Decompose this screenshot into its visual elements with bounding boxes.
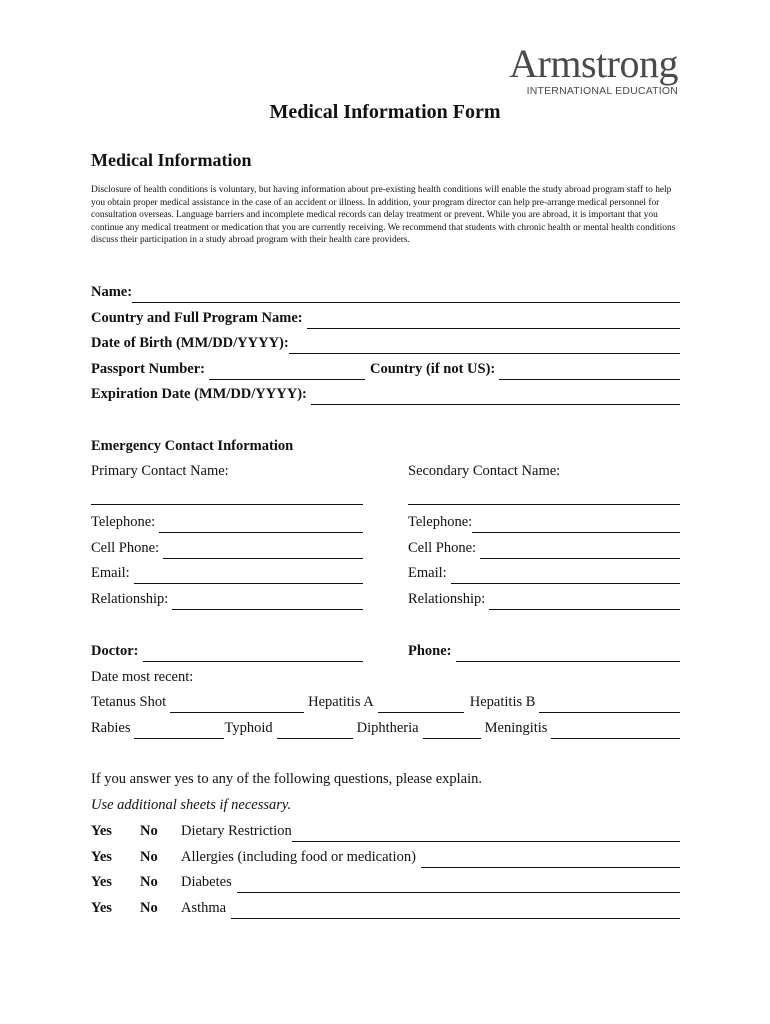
questions-note: Use additional sheets if necessary. [91,797,292,813]
primary-name-row [91,485,363,505]
hepatitis-a-field[interactable] [378,694,464,713]
meningitis-field[interactable] [551,720,680,739]
secondary-cell-field[interactable] [480,540,680,559]
question-label: Dietary Restriction [181,823,292,839]
primary-email-label: Email: [91,565,130,581]
doctor-row [91,642,363,662]
primary-telephone-row [91,513,363,533]
rabies-label: Rabies [91,720,131,736]
country-program-field[interactable] [307,310,680,329]
armstrong-logo [509,41,678,97]
asthma-explain-field[interactable] [231,900,680,919]
primary-cell-row [91,539,363,559]
meningitis-label: Meningitis [484,720,548,736]
doctor-phone-label: Phone: [408,643,452,659]
question-label: Diabetes [181,874,232,890]
yes-option[interactable]: Yes [91,849,112,865]
immunization-row-2 [91,719,680,739]
dob-label: Date of Birth (MM/DD/YYYY): [91,335,289,351]
logo-subtitle: INTERNATIONAL EDUCATION [526,85,678,97]
no-option[interactable]: No [140,849,158,865]
question-row-dietary [91,822,680,842]
primary-cell-label: Cell Phone: [91,540,160,556]
form-title: Medical Information Form [269,101,501,123]
secondary-name-row [408,485,680,505]
secondary-relationship-label: Relationship: [408,591,486,607]
name-label: Name: [91,284,133,300]
passport-row [91,360,680,380]
expiration-field[interactable] [311,386,680,405]
country-program-row [91,309,680,329]
secondary-telephone-row [408,513,680,533]
diphtheria-label: Diphtheria [356,720,419,736]
diabetes-explain-field[interactable] [237,874,680,893]
dietary-explain-field[interactable] [292,823,680,842]
logo-wordmark: Armstrong [509,41,678,86]
dob-row [91,334,680,354]
diphtheria-field[interactable] [423,720,481,739]
secondary-cell-row [408,539,680,559]
passport-label: Passport Number: [91,361,205,377]
dob-field[interactable] [289,335,680,354]
emergency-heading: Emergency Contact Information [91,438,294,454]
hepatitis-b-label: Hepatitis B [469,694,536,710]
secondary-email-field[interactable] [451,565,680,584]
country-field[interactable] [499,361,680,380]
primary-email-row [91,564,363,584]
passport-field[interactable] [209,361,365,380]
secondary-cell-label: Cell Phone: [408,540,477,556]
no-option[interactable]: No [140,823,158,839]
country-program-label: Country and Full Program Name: [91,310,303,326]
secondary-contact-label: Secondary Contact Name: [408,463,561,479]
yes-option[interactable]: Yes [91,900,112,916]
question-row-diabetes [91,873,680,893]
date-most-recent-label: Date most recent: [91,669,194,685]
allergies-explain-field[interactable] [421,849,680,868]
primary-telephone-label: Telephone: [91,514,156,530]
primary-telephone-field[interactable] [159,514,363,533]
questions-intro: If you answer yes to any of the following questions, please explain. [91,771,483,787]
hepatitis-b-field[interactable] [539,694,680,713]
no-option[interactable]: No [140,900,158,916]
primary-name-field[interactable] [91,486,363,505]
secondary-name-field[interactable] [408,486,680,505]
doctor-phone-field[interactable] [456,643,681,662]
primary-contact-label: Primary Contact Name: [91,463,229,479]
question-row-allergies [91,848,680,868]
primary-cell-field[interactable] [163,540,363,559]
primary-email-field[interactable] [134,565,363,584]
immunization-row-1 [91,693,680,713]
question-label: Asthma [181,900,227,916]
primary-relationship-field[interactable] [172,591,363,610]
secondary-relationship-field[interactable] [489,591,680,610]
doctor-label: Doctor: [91,643,139,659]
secondary-telephone-label: Telephone: [408,514,473,530]
expiration-label: Expiration Date (MM/DD/YYYY): [91,386,307,402]
yes-option[interactable]: Yes [91,823,112,839]
typhoid-field[interactable] [277,720,353,739]
secondary-relationship-row [408,590,680,610]
tetanus-field[interactable] [170,694,304,713]
doctor-field[interactable] [143,643,363,662]
secondary-email-row [408,564,680,584]
primary-relationship-label: Relationship: [91,591,169,607]
question-label: Allergies (including food or medication) [181,849,416,865]
name-field[interactable] [132,284,680,303]
disclosure-text: Disclosure of health conditions is voluntary, but having information about pre-existing health conditions will enable the study abroad program staff to help you obtain proper medical assistance in the case of an accident or illness. In addition, your program director can help pre-arrange medical personnel for consultation overseas. Language barriers and incomplete medical records can delay treatment or prevent. While you are abroad, it is important that you continue any medical treatment or medication that you are currently receiving. We recommend that students with chronic health or mental health conditions discuss their participation in a study abroad program with their health care providers. [91,185,676,246]
question-row-asthma [91,899,680,919]
doctor-phone-row [408,642,680,662]
secondary-telephone-field[interactable] [472,514,680,533]
name-row [91,283,680,303]
hepatitis-a-label: Hepatitis A [308,694,374,710]
typhoid-label: Typhoid [224,720,273,736]
rabies-field[interactable] [134,720,224,739]
section-heading: Medical Information [91,150,252,170]
country-label: Country (if not US): [369,361,496,377]
expiration-row [91,385,680,405]
secondary-email-label: Email: [408,565,447,581]
primary-relationship-row [91,590,363,610]
no-option[interactable]: No [140,874,158,890]
tetanus-label: Tetanus Shot [91,694,167,710]
yes-option[interactable]: Yes [91,874,112,890]
